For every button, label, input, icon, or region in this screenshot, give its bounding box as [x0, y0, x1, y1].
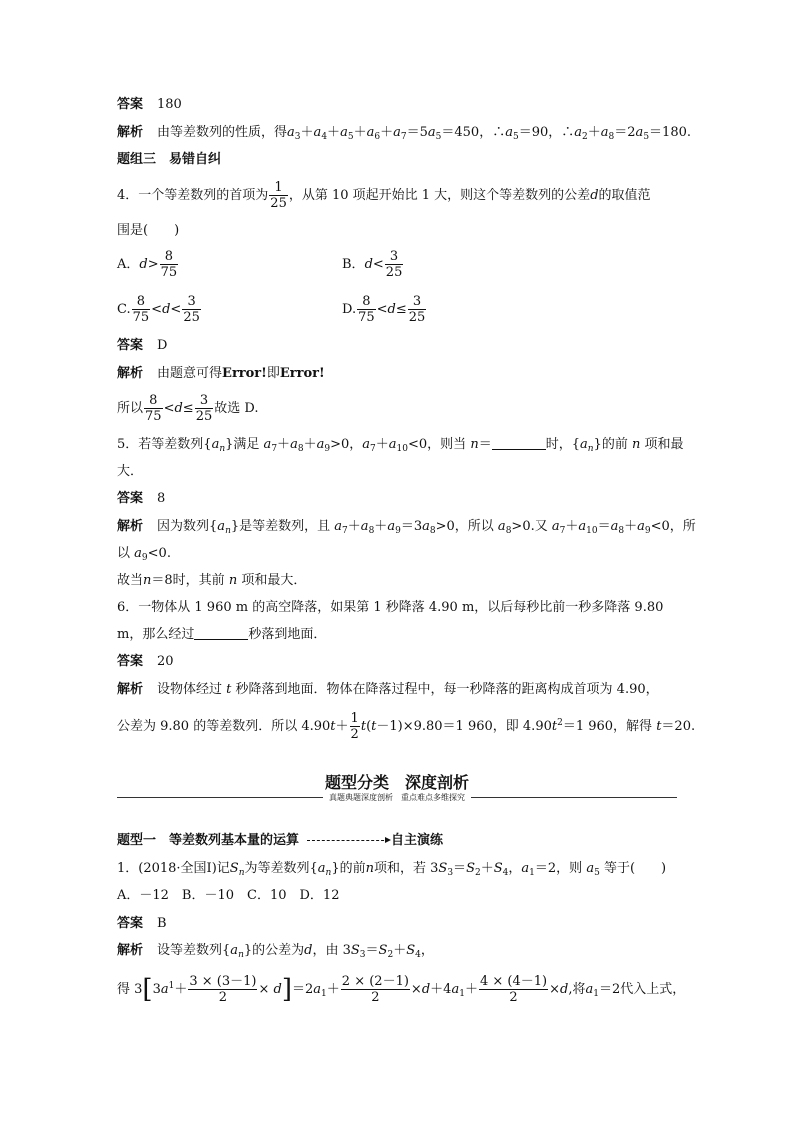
q4-option-c: C. $\frac{8}{75}$ <d< $\frac{3}{25}$ — [117, 294, 200, 325]
q3-analysis-text: 由等差数列的性质，得 — [157, 125, 288, 140]
option-label: A． — [117, 257, 140, 272]
error-text: Error! — [279, 366, 325, 381]
q6-ana-1a: 设物体经过 — [157, 682, 223, 697]
q4-option-a: A．d> $\frac{8}{75}$ — [117, 249, 178, 280]
topic-title: 题型一 等差数列基本量的运算 — [117, 833, 300, 848]
fraction: $\frac{8}{75}$ — [358, 294, 375, 325]
error-text: Error! — [222, 366, 267, 381]
answer-label: 答案 — [117, 97, 144, 112]
q5-answer-line — [117, 490, 165, 508]
q4-answer: D — [157, 338, 168, 353]
p1-stem-d: 项和，若 — [373, 861, 426, 876]
q5-ana-8: 项和最大． — [241, 573, 307, 588]
p1-stem: 1．(2018·全国Ⅰ)记$S_n$为等差数列$\{a_n\}$的前n项和，若 $3S_3=S_2+S_4$，$a_1=2$，则 $a_5$ 等于( ) — [117, 861, 667, 878]
q4-stem-b: ，从第 10 项起开始比 1 大，则这个等差数列的公差 — [288, 188, 591, 203]
p1-analysis-line: 解析 设等差数列$\{a_n\}$的公差为d，由 $3S_3=S_2+S_4$， — [117, 943, 434, 960]
q6-stem: 6．一物体从 1 960 m 的高空降落，如果第 1 秒降落 4.90 m，以后每秒比前一秒多降落 9.80 — [117, 600, 664, 615]
p1-answer: B — [157, 916, 167, 931]
fraction: $\frac{3 \times (3-1)}{2}$ — [189, 974, 257, 1005]
fraction: $\frac{3}{25}$ — [183, 294, 200, 325]
topic-tag: 自主演练 — [391, 833, 444, 848]
q5-ana-1: 因为数列{ — [157, 519, 218, 534]
analysis-label: 解析 — [117, 519, 144, 534]
p1-ana-b: }的公差为 — [243, 943, 305, 958]
q3-answer-line — [117, 96, 182, 114]
q6-analysis-line: 解析 设物体经过 t 秒降落到地面．物体在降落过程中，每一秒降落的距离构成首项为 4.90， — [117, 682, 659, 697]
q5-analysis-line: 解析 因为数列$\{a_n\}$是等差数列，且 $a_7+a_8+a_9=3a_8>0$，所以 $a_8>0$.又 $a_7+a_{10}=a_8+a_9<0$，所 — [117, 519, 696, 536]
answer-label: 答案 — [117, 338, 144, 353]
p1-ana-c: ，由 — [312, 943, 339, 958]
answer-label: 答案 — [117, 491, 144, 506]
q4-ji: 即 — [266, 366, 280, 381]
q4-conc-b: 故选 D. — [214, 401, 259, 416]
group-heading: 题组三 易错自纠 — [117, 152, 222, 167]
option-label: C. — [117, 302, 131, 317]
q5-stem-a: 若等差数列{ — [138, 437, 212, 452]
q5-stem-e: }的前 — [593, 437, 628, 452]
q5-stem-c: ，则当 — [427, 437, 467, 452]
p1-options: A．－12 B．－10 C．10 D．12 — [117, 888, 340, 903]
q5-number: 5． — [117, 437, 139, 452]
p1-stem-b: 为等差数列{ — [244, 861, 318, 876]
section-title: 题型分类 深度剖析 — [324, 773, 469, 792]
p1-final-a: 得 3 — [117, 982, 143, 997]
q5-stem: 5．若等差数列$\{a_n\}$满足 $a_7+a_8+a_9>0$，$a_7+a_{10}<0$，则当 n＝ 时，$\{a_n\}$的前 n 项和最 — [117, 437, 684, 454]
fraction: $\frac{3}{25}$ — [385, 249, 403, 280]
q4-conc-a: 所以 — [117, 401, 144, 416]
fraction: $\frac{3}{25}$ — [408, 294, 426, 325]
answer-label: 答案 — [117, 916, 144, 931]
fraction: $\frac{8}{75}$ — [160, 249, 178, 280]
option-label: B． — [342, 257, 365, 272]
fraction: $\frac{1}{25}$ — [270, 180, 287, 211]
answer-label: 答案 — [117, 654, 144, 669]
p1-answer-line — [117, 915, 167, 933]
answer-blank[interactable] — [194, 627, 248, 640]
q6-line2b: 秒落到地面． — [248, 627, 327, 642]
q4-conclusion: 所以 $\frac{8}{75}$ <d≤ $\frac{3}{25}$ 故选 D. — [117, 393, 259, 424]
p1-ana-a: 设等差数列{ — [157, 943, 231, 958]
q5-ana-4: 所 — [682, 519, 696, 534]
q4-analysis-line — [117, 365, 325, 383]
q4-option-d: D. $\frac{8}{75}$ <d≤ $\frac{3}{25}$ — [342, 294, 426, 325]
q6-answer-line — [117, 653, 174, 671]
q5-analysis-cont: 以 $a_9<0$. — [117, 546, 171, 563]
q5-stem-b: }满足 — [225, 437, 260, 452]
section-subtitle — [0, 792, 794, 803]
q6-ana-2b: ，即 4.90 — [492, 719, 552, 734]
q6-ana-1b: 秒降落到地面．物体在降落过程中，每一秒降落的距离构成首项为 4.90， — [235, 682, 659, 697]
q5-stem-cont: 大． — [117, 464, 144, 479]
p1-stem-a: 1．(2018·全国Ⅰ)记 — [117, 861, 230, 876]
fraction: $\frac{8}{75}$ — [145, 393, 162, 424]
q4-stem-a: 一个等差数列的首项为 — [138, 188, 269, 203]
q6-ana-2c: ＝1 960，解得 — [562, 719, 653, 734]
q4-stem-c: 的取值范 — [598, 188, 651, 203]
p1-stem-e: ，则 — [556, 861, 583, 876]
p1-equation: 得 $3[3a^1+$ $\frac{3 \times (3-1)}{2}$ × $d]=2a_1+$ $\frac{2 \times (2-1)}{2}$ $\times d+4a_1+$ $\frac{4 \times (4-1)}{2}$ ×d,将$a_1=2$代入上式， — [117, 974, 686, 1005]
q4-answer-line — [117, 337, 167, 355]
q4-number: 4． — [117, 188, 139, 203]
p1-final-b: 将 — [572, 982, 586, 997]
answer-blank[interactable] — [492, 437, 546, 450]
section-subtitle-text: 真题典题深度剖析 重点难点多维探究 — [323, 793, 471, 802]
q5-stem-d: 时，{ — [545, 437, 580, 452]
topic-heading — [117, 832, 443, 850]
q6-answer: 20 — [157, 654, 174, 669]
q6-ana-2a: 公差为 9.80 的等差数列．所以 4.90 — [117, 719, 331, 734]
q6-stem-cont — [117, 626, 326, 644]
analysis-label: 解析 — [117, 125, 144, 140]
q4-option-b: B．d< $\frac{3}{25}$ — [342, 249, 403, 280]
analysis-label: 解析 — [117, 366, 144, 381]
p1-stem-f: 等于( ) — [603, 861, 667, 876]
fraction: $\frac{8}{75}$ — [132, 294, 150, 325]
q5-answer: 8 — [157, 491, 166, 506]
fraction: $\frac{1}{2}$ — [350, 711, 359, 742]
q5-ana-5: 以 — [117, 546, 131, 561]
analysis-label: 解析 — [117, 682, 144, 697]
arrow-icon — [307, 840, 389, 841]
fraction: $\frac{2 \times (2-1)}{2}$ — [341, 974, 409, 1005]
q5-stem-f: 项和最 — [644, 437, 684, 452]
q5-ana-3: 所以 — [467, 519, 494, 534]
q5-ana-7: 时，其前 — [172, 573, 225, 588]
fraction: $\frac{4 \times (4-1)}{2}$ — [479, 974, 548, 1005]
q4-analysis-text: 由题意可得 — [157, 366, 223, 381]
q4-stem: 4．一个等差数列的首项为 $\frac{1}{25}$ ，从第 10 项起开始比 1 大，则这个等差数列的公差d的取值范 — [117, 180, 651, 211]
q6-analysis-cont: 公差为 9.80 的等差数列．所以 4.90t＋ $\frac{1}{2}$ t(t－1)×9.80＝1 960，即 $4.90t^2=1$ 960，解得 t＝20. — [117, 711, 696, 742]
p1-stem-c: }的前 — [331, 861, 366, 876]
q5-ana-6: 故当 — [117, 573, 144, 588]
q5-conclusion: 故当n＝8时，其前 n 项和最大． — [117, 573, 307, 588]
q3-analysis-line: 解析 由等差数列的性质，得$a_3+a_4+a_5+a_6+a_7=5a_5=450$，$\therefore a_5=90$，$\therefore a_2+a_8=2a_5=180$. — [117, 125, 691, 142]
analysis-label: 解析 — [117, 943, 144, 958]
q6-line2a: m，那么经过 — [117, 627, 195, 642]
q4-stem-cont: 围是( ) — [117, 223, 180, 238]
q5-ana-2: }是等差数列，且 — [230, 519, 331, 534]
p1-final-c: 代入上式， — [620, 982, 686, 997]
fraction: $\frac{3}{25}$ — [195, 393, 213, 424]
q3-answer: 180 — [157, 97, 182, 112]
option-label: D. — [342, 302, 357, 317]
